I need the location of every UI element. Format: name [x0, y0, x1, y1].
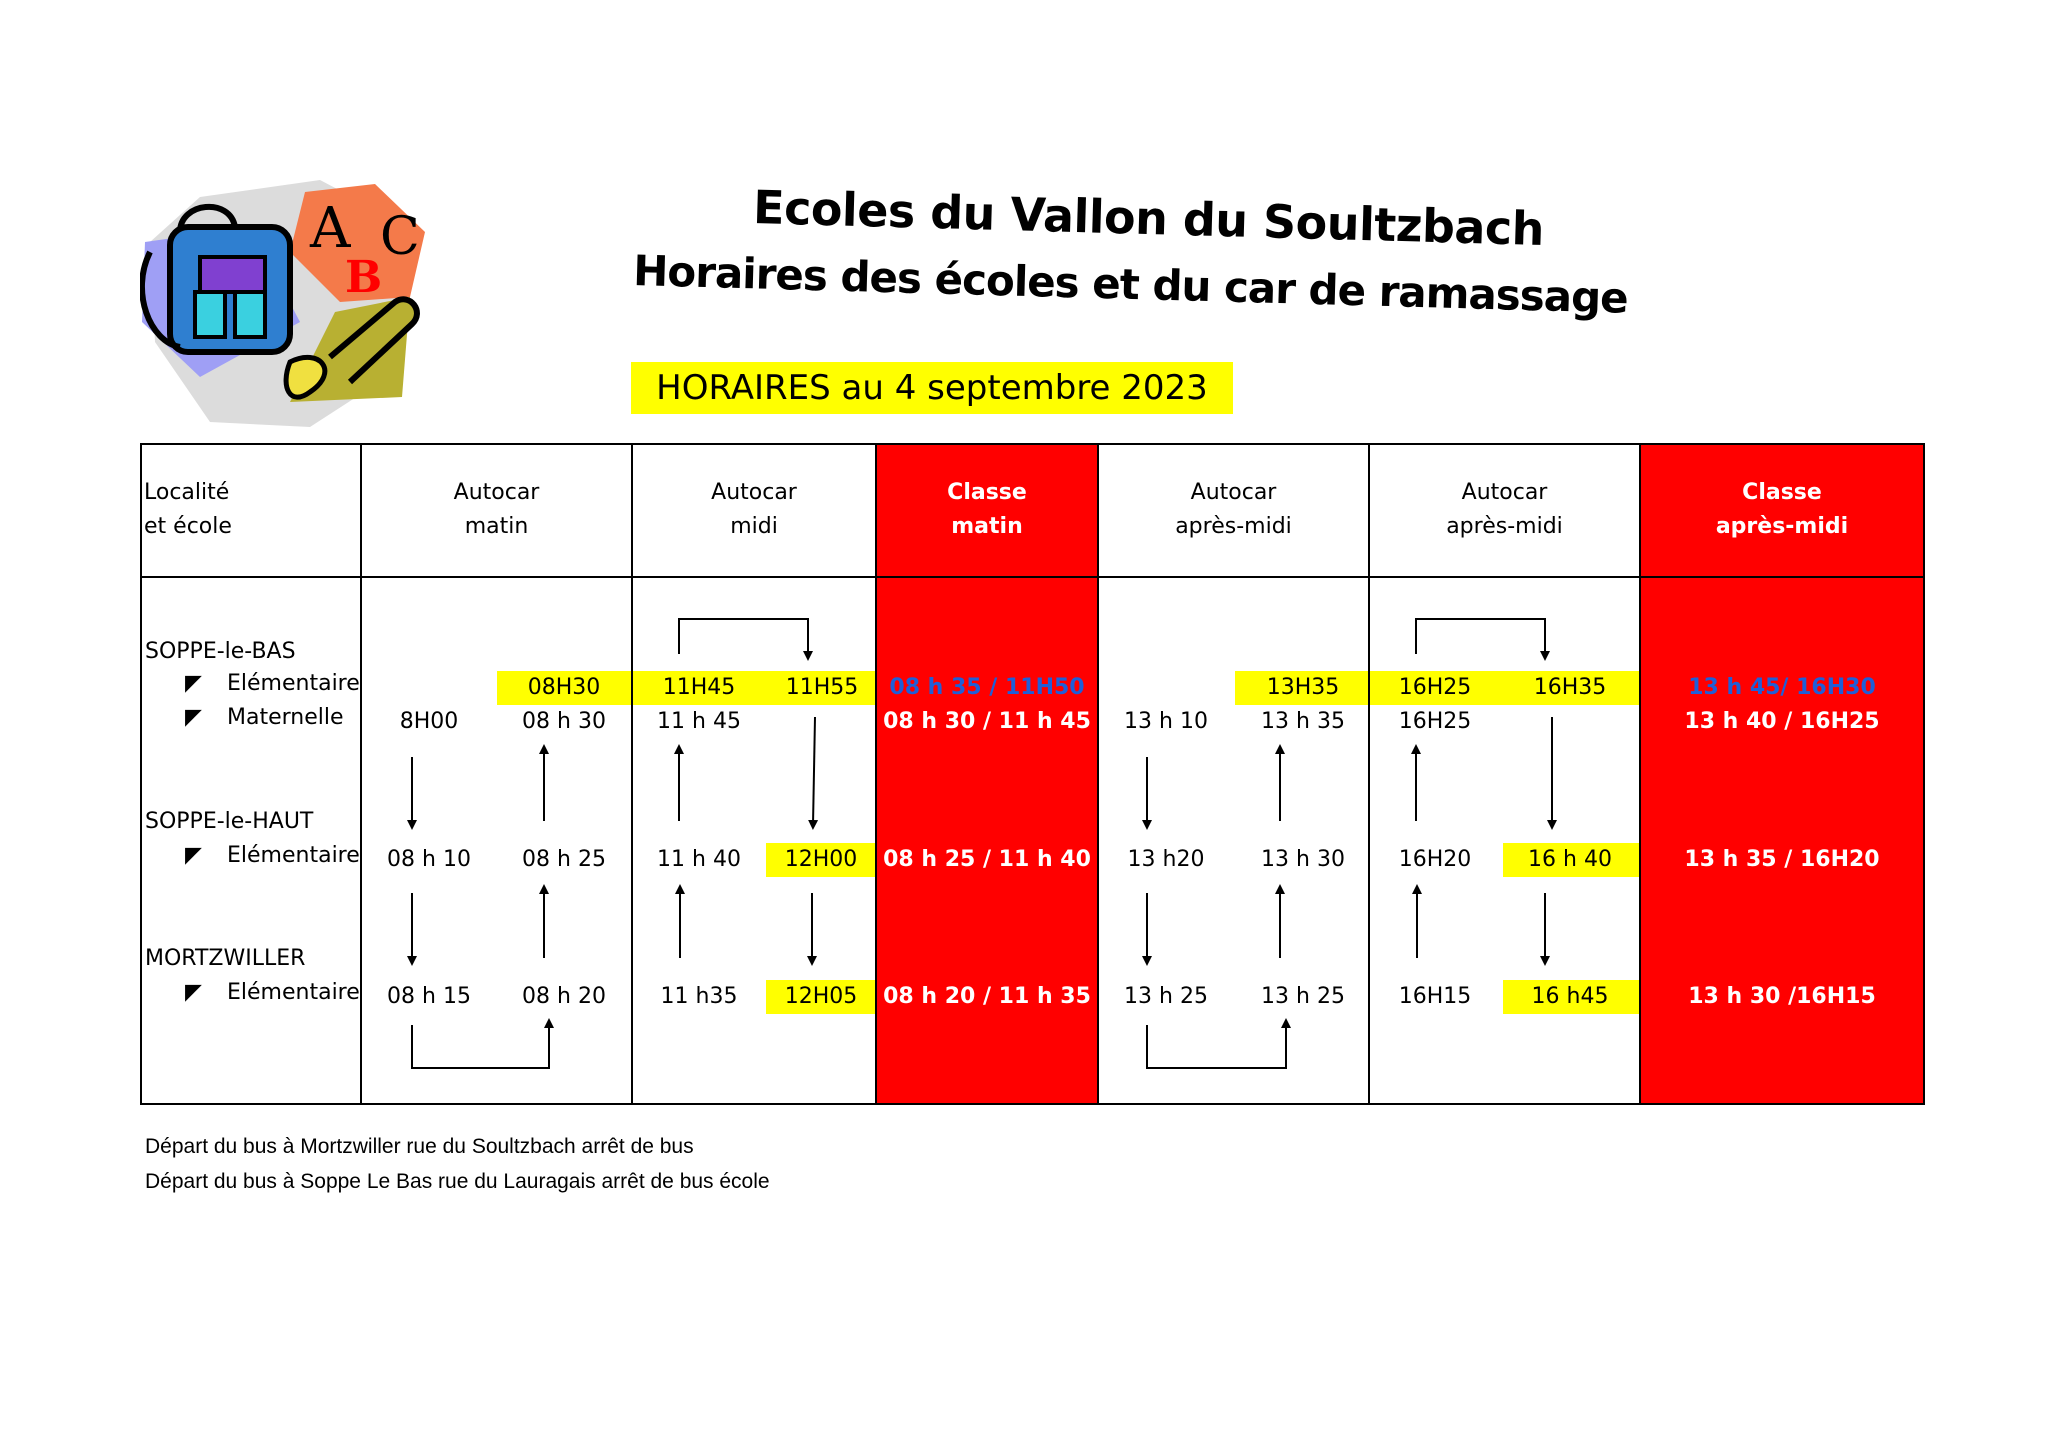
time-cell: 16H20	[1398, 847, 1472, 872]
classe-time-cell: 13 h 35 / 16H20	[1684, 847, 1880, 872]
classe-time-cell: 08 h 25 / 11 h 40	[883, 847, 1091, 872]
loop-arrow-icon	[679, 619, 808, 656]
bullet-arrow-icon: ◤	[185, 705, 202, 730]
time-cell: 8H00	[399, 709, 459, 734]
time-cell: 12H00	[784, 847, 858, 872]
classe-time-cell: 08 h 20 / 11 h 35	[883, 984, 1091, 1009]
time-cell: 16 h45	[1531, 984, 1609, 1009]
locality-mortzwiller: MORTZWILLER	[145, 946, 306, 971]
header-autocar-midi: Autocar midi	[711, 480, 797, 539]
header-autocar-apres-midi-1: Autocar après-midi	[1175, 480, 1292, 539]
time-cell: 08 h 20	[522, 984, 606, 1009]
school-mortzwiller-elementaire: Elémentaire	[227, 980, 360, 1005]
schedule-date-banner: HORAIRES au 4 septembre 2023	[631, 362, 1233, 414]
classe-time-cell: 13 h 45/ 16H30	[1688, 675, 1876, 700]
header-localite: Localité et école	[144, 480, 232, 539]
school-soppe-bas-elementaire: Elémentaire	[227, 671, 360, 696]
time-cell: 12H05	[784, 984, 858, 1009]
time-cell: 11H45	[662, 675, 736, 700]
time-cell: 13 h 25	[1124, 984, 1208, 1009]
bullet-arrow-icon: ◤	[185, 843, 202, 868]
classe-time-cell: 13 h 30 /16H15	[1688, 984, 1876, 1009]
time-cell: 13 h 25	[1261, 984, 1345, 1009]
classe-time-cell: 08 h 30 / 11 h 45	[883, 709, 1091, 734]
header-classe-matin: Classe matin	[947, 480, 1027, 539]
classe-time-cell: 08 h 35 / 11H50	[889, 675, 1085, 700]
time-cell: 11 h35	[660, 984, 738, 1009]
header-autocar-apres-midi-2: Autocar après-midi	[1446, 480, 1563, 539]
bus-route-arrows	[140, 443, 1925, 1105]
school-soppe-haut-elementaire: Elémentaire	[227, 843, 360, 868]
arrow-down-icon	[813, 717, 815, 825]
time-cell: 13 h 10	[1124, 709, 1208, 734]
time-cell: 13 h 30	[1261, 847, 1345, 872]
time-cell: 11H55	[785, 675, 859, 700]
header-autocar-matin: Autocar matin	[453, 480, 540, 539]
time-cell: 08 h 10	[387, 847, 471, 872]
time-cell: 16 h 40	[1528, 847, 1612, 872]
time-cell: 11 h 40	[657, 847, 741, 872]
time-cell: 16H15	[1398, 984, 1472, 1009]
time-cell: 13 h 35	[1261, 709, 1345, 734]
time-cell: 08 h 15	[387, 984, 471, 1009]
page-title-line1: Ecoles du Vallon du Soultzbach	[752, 180, 1545, 257]
loop-arrow-icon	[1147, 1023, 1286, 1068]
footer-note-1: Départ du bus à Mortzwiller rue du Soultzbach arrêt de bus	[145, 1135, 694, 1158]
locality-soppe-le-bas: SOPPE-le-BAS	[145, 639, 296, 664]
timetable	[140, 443, 1925, 1105]
header-classe-apres-midi: Classe après-midi	[1715, 480, 1849, 539]
time-cell: 08H30	[527, 675, 601, 700]
time-cell: 13 h20	[1127, 847, 1205, 872]
school-soppe-bas-maternelle: Maternelle	[227, 705, 344, 730]
locality-soppe-le-haut: SOPPE-le-HAUT	[145, 809, 314, 834]
time-cell: 13H35	[1266, 675, 1340, 700]
school-clipart-logo	[140, 172, 430, 434]
time-cell: 16H35	[1533, 675, 1607, 700]
page-title-line2: Horaires des écoles et du car de ramassage	[632, 246, 1629, 323]
time-cell: 11 h 45	[657, 709, 741, 734]
bullet-arrow-icon: ◤	[185, 671, 202, 696]
classe-time-cell: 13 h 40 / 16H25	[1684, 709, 1880, 734]
svg-text:A: A	[310, 196, 351, 261]
footer-note-2: Départ du bus à Soppe Le Bas rue du Lauragais arrêt de bus école	[145, 1170, 770, 1193]
time-cell: 16H25	[1398, 675, 1472, 700]
loop-arrow-icon	[1416, 619, 1545, 656]
time-cell: 16H25	[1398, 709, 1472, 734]
time-cell: 08 h 30	[522, 709, 606, 734]
svg-text:B: B	[345, 252, 383, 303]
bullet-arrow-icon: ◤	[185, 980, 202, 1005]
time-cell: 08 h 25	[522, 847, 606, 872]
svg-text:C: C	[380, 207, 420, 267]
loop-arrow-icon	[412, 1023, 549, 1068]
